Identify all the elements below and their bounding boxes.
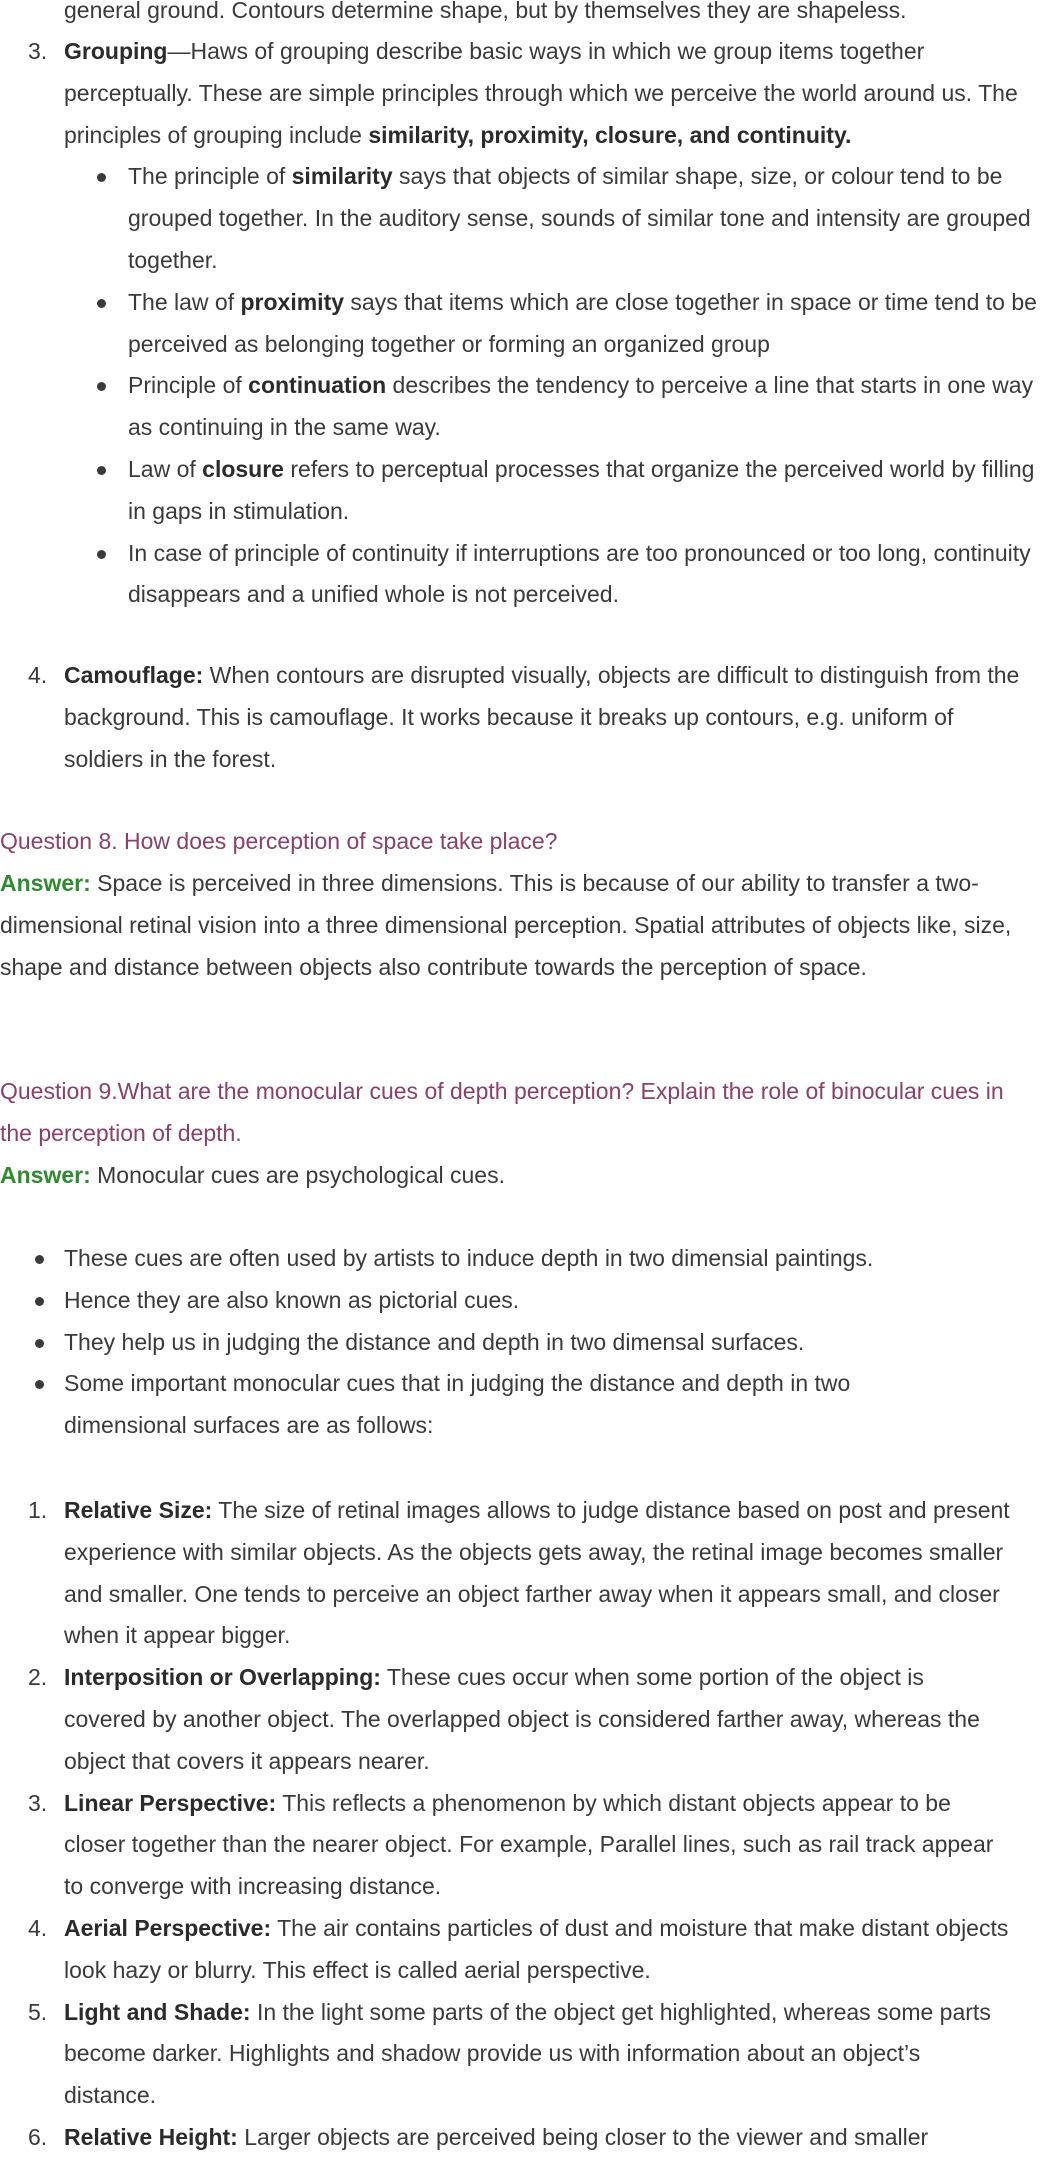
bullet-icon <box>97 382 106 391</box>
bullet-icon <box>97 466 106 475</box>
answer-label: Answer: <box>0 1162 91 1188</box>
list-item-linear-perspective: 3. Linear Perspective: This reflects a phenomenon by which distant objects appear to be closer together than the nearer object. For example, Parallel lines, such as rail track appear to converge with increasing distance. <box>28 1789 994 1900</box>
question-9: Question 9.What are the monocular cues of depth perception? Explain the role of binocular cues in the perception of depth. <box>0 1078 1004 1146</box>
list-item-aerial-perspective: 4. Aerial Perspective: The air contains particles of dust and moisture that make distant objects look hazy or blurry. This effect is called aerial perspective. <box>28 1914 1009 1983</box>
term-grouping: Grouping <box>64 38 168 64</box>
list-item: Law of closure refers to perceptual processes that organize the perceived world by filling in gaps in stimulation. <box>63 449 1040 533</box>
answer-9-text: Monocular cues are psychological cues. <box>90 1162 505 1188</box>
question-8: Question 8. How does perception of space take place? <box>0 828 558 854</box>
monocular-cue-bullets <box>0 1238 1052 1447</box>
bullet-icon <box>97 173 106 182</box>
list-item-interposition: 2. Interposition or Overlapping: These cues occur when some portion of the object is covered by another object. The overlapped object is considered farther away, whereas the object that covers it appears nearer. <box>28 1664 980 1774</box>
term-camouflage: Camouflage: <box>64 662 204 688</box>
list-item-grouping <box>0 31 1052 616</box>
list-number: 3. <box>28 38 48 64</box>
list-item-camouflage <box>0 655 1032 780</box>
list-item: In case of principle of continuity if interruptions are too pronounced or too long, continuity disappears and a unified whole is not perceived. <box>63 533 1040 617</box>
list-item: The law of proximity says that items which are close together in space or time tend to be perceived as belonging together or forming an organized group <box>63 282 1040 366</box>
bullet-icon <box>97 299 106 308</box>
grouping-principles: similarity, proximity, closure, and continuity. <box>368 121 852 148</box>
perception-principles-list-continued <box>0 655 1052 780</box>
list-item-light-and-shade: 5. Light and Shade: In the light some parts of the object get highlighted, whereas some parts become darker. Highlights and shadow provide us with information about an object’s distance. <box>28 1998 991 2109</box>
grouping-text: —Haws of grouping describe basic ways in which we group items together perceptually. These are simple principles through which we perceive the world around us. The principles of grouping include <box>64 38 1018 148</box>
bullet-icon <box>35 1255 44 1264</box>
list-item: They help us in judging the distance and depth in two dimensal surfaces. <box>0 1322 962 1364</box>
list-item-relative-height: 6. Relative Height: Larger objects are perceived being closer to the viewer and smaller <box>28 2123 929 2150</box>
camouflage-text: When contours are disrupted visually, objects are difficult to distinguish from the background. This is camouflage. It works because it breaks up contours, e.g. uniform of soldiers in the forest. <box>64 662 1020 772</box>
bullet-icon <box>97 550 106 559</box>
top-fragment: general ground. Contours determine shape, but by themselves they are shapeless. <box>64 0 907 23</box>
grouping-bullets <box>63 156 1040 616</box>
answer-8-text: Space is perceived in three dimensions. This is because of our ability to transfer a two-dimensional retinal vision into a three dimensional perception. Spatial attributes of objects like, size, shape and distance between objects also contribute towards the perception of space. <box>0 870 1012 980</box>
bullet-icon <box>35 1380 44 1389</box>
bullet-icon <box>35 1339 44 1348</box>
bullet-icon <box>35 1297 44 1306</box>
answer-8 <box>0 863 1052 988</box>
list-item-relative-size: 1. Relative Size: The size of retinal images allows to judge distance based on post and present experience with similar objects. As the objects gets away, the retinal image becomes smaller and smaller. One tends to perceive an object farther away when it appears small, and closer when it appear bigger. <box>28 1497 1010 1649</box>
monocular-cues-list <box>0 1490 1052 2159</box>
answer-9 <box>0 1155 1052 1197</box>
perception-principles-list <box>0 31 1052 616</box>
list-item: These cues are often used by artists to induce depth in two dimensial paintings. <box>0 1238 962 1280</box>
list-number: 4. <box>28 662 48 688</box>
answer-label: Answer: <box>0 870 91 896</box>
list-item: Principle of continuation describes the tendency to perceive a line that starts in one way as continuing in the same way. <box>63 365 1040 449</box>
list-item: Hence they are also known as pictorial cues. <box>0 1280 962 1322</box>
list-item: The principle of similarity says that objects of similar shape, size, or colour tend to be grouped together. In the auditory sense, sounds of similar tone and intensity are grouped together. <box>63 156 1040 281</box>
list-item: Some important monocular cues that in judging the distance and depth in two dimensional surfaces are as follows: <box>0 1363 962 1447</box>
